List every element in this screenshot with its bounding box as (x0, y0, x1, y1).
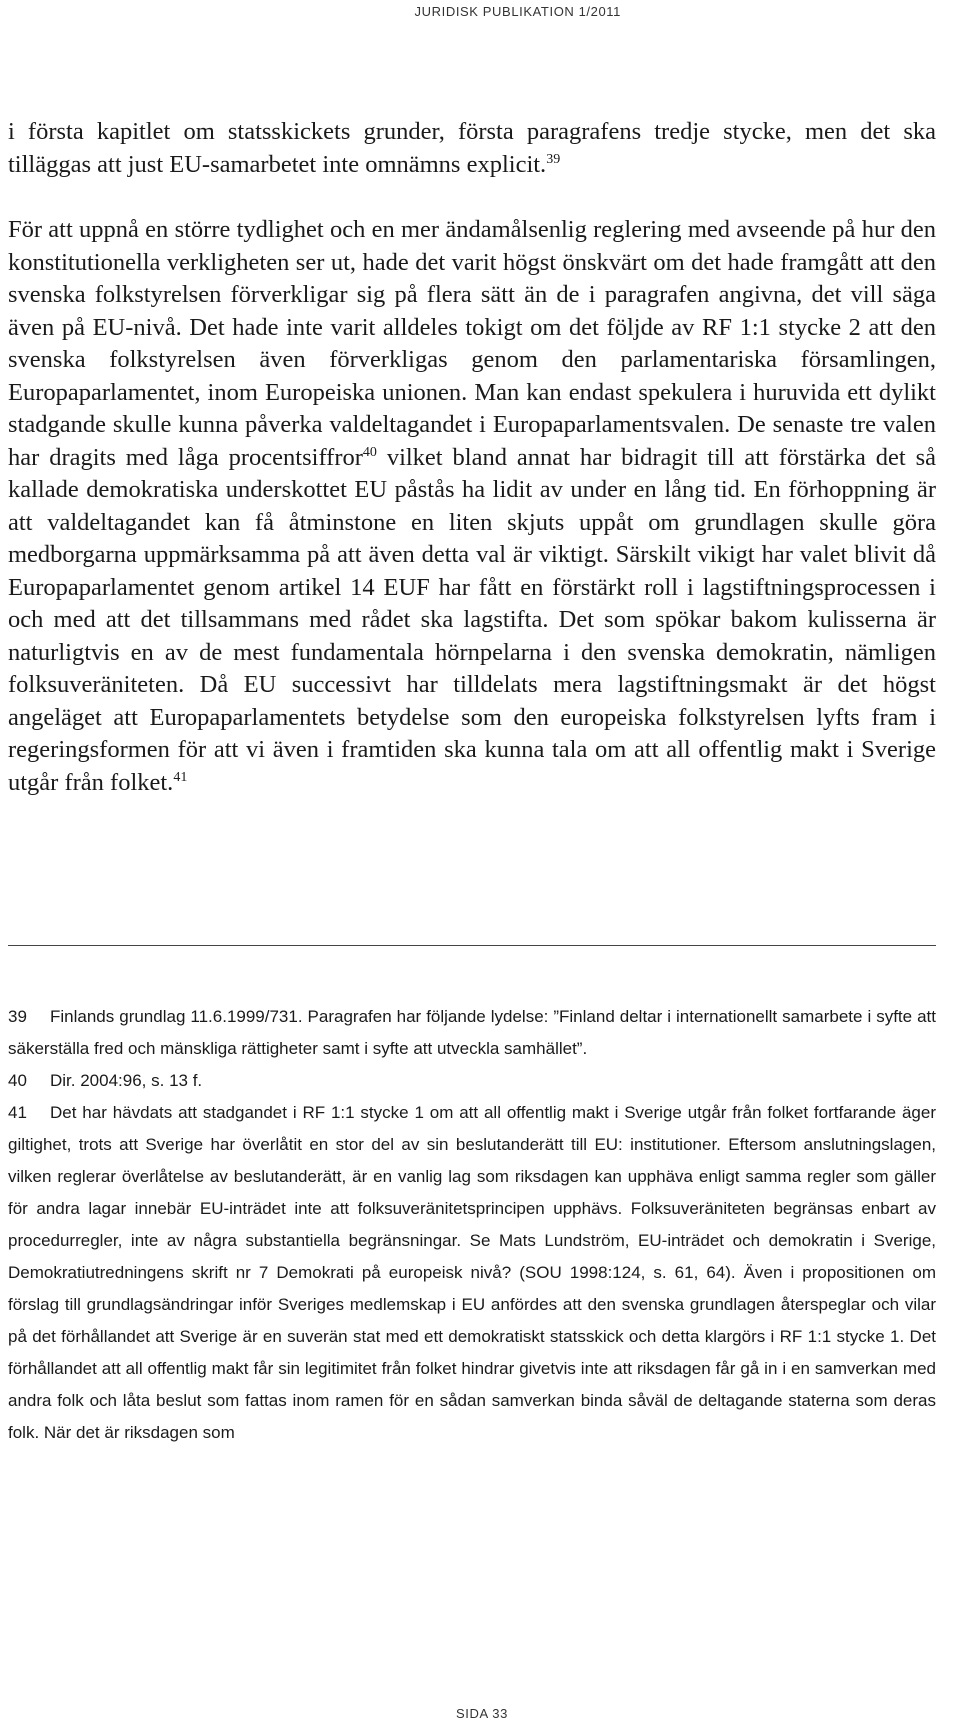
footnote-reference: 41 (173, 769, 188, 785)
footnotes (8, 1001, 936, 1449)
page-number: SIDA 33 (456, 1706, 508, 1721)
footnote (8, 1065, 936, 1097)
footnote-text: Dir. 2004:96, s. 13 f. (50, 1071, 203, 1090)
footnote-reference: 40 (362, 444, 377, 460)
body-text (8, 116, 936, 799)
paragraph-text: För att uppnå en större tydlighet och en mer ändamålsenlig reglering med avseende på hur den konstitutionella verkligheten ser ut, hade det varit högst önskvärt om det hade framgått att den svenska folkstyrelsen förverkligar sig på flera sätt än de i paragrafen angivna, det vill säga även på EU-nivå. Det hade inte varit alldeles tokigt om det följde av RF 1:1 stycke 2 att den svenska folkstyrelsen även förverkligas genom den parlamentariska församlingen, Europaparlamentet, inom Europeiska unionen. Man kan endast spekulera i huruvida ett dylikt stadgande skulle kunna påverka valdeltagandet i Europaparlamentsvalen. De senaste tre valen har dragits med låga procentsiffror (8, 216, 936, 471)
paragraph-text: i första kapitlet om statsskickets grunder, första paragrafens tredje stycke, men det ska tilläggas att just EU-samarbetet inte omnämns explicit. (8, 118, 936, 178)
paragraph-text: vilket bland annat har bidragit till att förstärka det så kallade demokratiska underskottet EU påstås ha lidit av under en lång tid. En förhoppning är att valdeltagandet kan få åtminstone en liten skjuts uppåt om grundlagen skulle göra medborgarna uppmärksamma på att även detta val är viktigt. Särskilt vikigt har valet blivit då Europaparlamentet genom artikel 14 EUF har fått en förstärkt roll i lagstiftningsprocessen i och med att det tillsammans med rådet ska lagstifta. Det som spökar bakom kulisserna är naturligtvis en av de mest fundamentala hörnpelarna i den svenska demokratin, nämligen folksuveräniteten. Då EU successivt har tilldelats mera lagstiftningsmakt är det högst angeläget att Europaparlamentets betydelse som den europeiska folkstyrelsen lyfts fram i regeringsformen för att vi även i framtiden ska kunna tala om att all offentlig makt i Sverige utgår från folket. (8, 443, 936, 796)
footnote (8, 1001, 936, 1065)
footnote-number: 39 (8, 1007, 27, 1026)
footnote-reference: 39 (546, 151, 561, 167)
footnote (8, 1097, 936, 1449)
footnote-text: Det har hävdats att stadgandet i RF 1:1 stycke 1 om att all offentlig makt i Sverige utgår från folket fortfarande äger giltighet, trots att Sverige har överlåtit en stor del av sin beslutanderätt till EU: institutioner. Eftersom anslutningslagen, vilken reglerar överlåtelse av beslutanderätt, är en vanlig lag som riksdagen kan upphäva enligt samma regler som gäller för andra lagar innebär EU-inträdet inte att folksuveränitetsprincipen upphävs. Folksuveräniteten begränsas enbart av procedurregler, inte av några substantiella begränsningar. Se Mats Lundström, EU-inträdet och demokratin i Sverige, Demokratiutredningens skrift nr 7 Demokrati på europeisk nivå? (SOU 1998:124, s. 61, 64). Även i propositionen om förslag till grundlagsändringar inför Sveriges medlemskap i EU anfördes att den svenska grundlagen återspeglar och vilar på det förhållandet att Sverige är en suverän stat med ett demokratiskt statsskick och detta klargörs i RF 1:1 stycke 1. Det förhållandet att all offentlig makt får sin legitimitet från folket hindrar givetvis inte att riksdagen får gå in i en samverkan med andra folk och låta beslut som fattas inom ramen för en sådan samverkan binda såväl de deltagande staterna som deras folk. När det är riksdagen som (8, 1103, 936, 1442)
paragraph (8, 214, 936, 799)
footnote-separator (8, 945, 936, 946)
footnote-text: Finlands grundlag 11.6.1999/731. Paragrafen har följande lydelse: ”Finland deltar i internationellt samarbete i syfte att säkerställa fred och mänskliga rättigheter samt i syfte att utveckla samhället”. (8, 1007, 936, 1058)
paragraph (8, 116, 936, 181)
running-head: JURIDISK PUBLIKATION 1/2011 (414, 4, 621, 19)
footnote-number: 40 (8, 1071, 27, 1090)
footnote-number: 41 (8, 1103, 27, 1122)
